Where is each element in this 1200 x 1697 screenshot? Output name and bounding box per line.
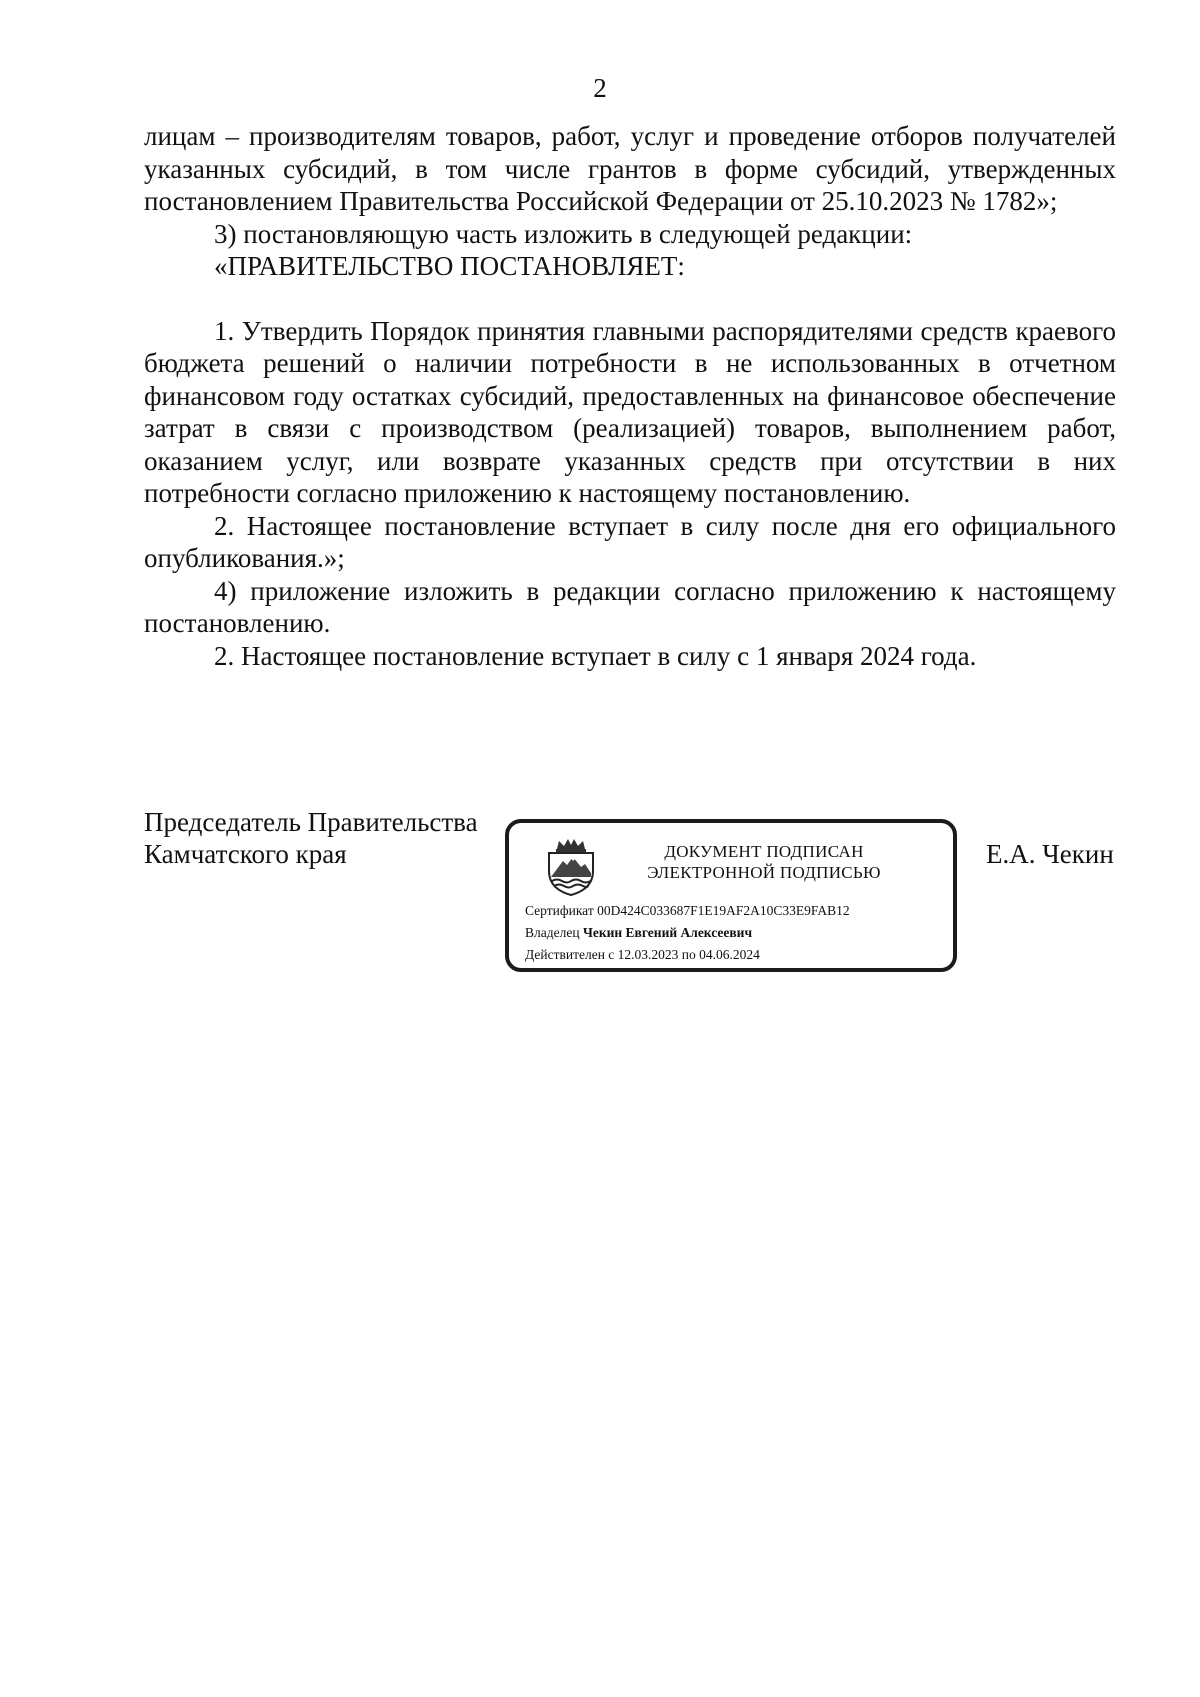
signatory-position-line2: Камчатского края (144, 839, 347, 869)
paragraph-continuation: лицам – производителям товаров, работ, услуг и проведение отборов получателей указанных субсидий, в том числе грантов в форме субсидий, утвержденных постановлением Правительства Российской Федерации от 25.10.2023 № 1782»; (144, 121, 1116, 216)
stamp-title-line2: ЭЛЕКТРОННОЙ ПОДПИСЬЮ (647, 863, 881, 882)
valid-to: 04.06.2024 (699, 947, 760, 962)
paragraph-point-1: 1. Утвердить Порядок принятия главными распорядителями средств краевого бюджета решений о наличии потребности в не использованных в отчетном финансовом году остатках субсидий, предоставленных на финансовое обеспечение затрат в связи с производством (реализацией) товаров, выполнением работ, оказанием услуг, или возврате указанных средств при отсутствии в них потребности согласно приложению к настоящему постановлению. (144, 315, 1116, 508)
valid-from: 12.03.2023 (617, 947, 679, 962)
kamchatka-coat-of-arms-icon (543, 837, 599, 897)
stamp-certificate (525, 902, 850, 920)
certificate-label: Сертификат (525, 903, 594, 918)
signatory-position-line1: Председатель Правительства (144, 807, 478, 837)
electronic-signature-stamp (505, 819, 957, 972)
signatory-position (144, 806, 478, 870)
paragraph-item-3: 3) постановляющую часть изложить в следующей редакции: (214, 218, 913, 249)
valid-to-label: по (681, 947, 696, 962)
signatory-name: Е.А. Чекин (986, 839, 1114, 869)
stamp-title-line1: ДОКУМЕНТ ПОДПИСАН (664, 842, 864, 861)
page-number: 2 (593, 73, 607, 103)
certificate-value: 00D424C033687F1E19AF2A10C33E9FAB12 (597, 903, 850, 918)
paragraph-point-2: 2. Настоящее постановление вступает в силу после дня его официального опубликования.»; (144, 510, 1116, 573)
stamp-title (619, 841, 909, 883)
document-body (144, 120, 1116, 672)
stamp-validity (525, 946, 760, 964)
valid-label: Действителен с (525, 947, 615, 962)
owner-label: Владелец (525, 925, 580, 940)
paragraph-item-4: 4) приложение изложить в редакции согласно приложению к настоящему постановлению. (144, 575, 1116, 638)
paragraph-heading-resolves: «ПРАВИТЕЛЬСТВО ПОСТАНОВЛЯЕТ: (214, 251, 685, 281)
owner-value: Чекин Евгений Алексеевич (582, 925, 753, 940)
paragraph-effective-date: 2. Настоящее постановление вступает в силу с 1 января 2024 года. (214, 640, 977, 671)
stamp-owner (525, 924, 752, 942)
